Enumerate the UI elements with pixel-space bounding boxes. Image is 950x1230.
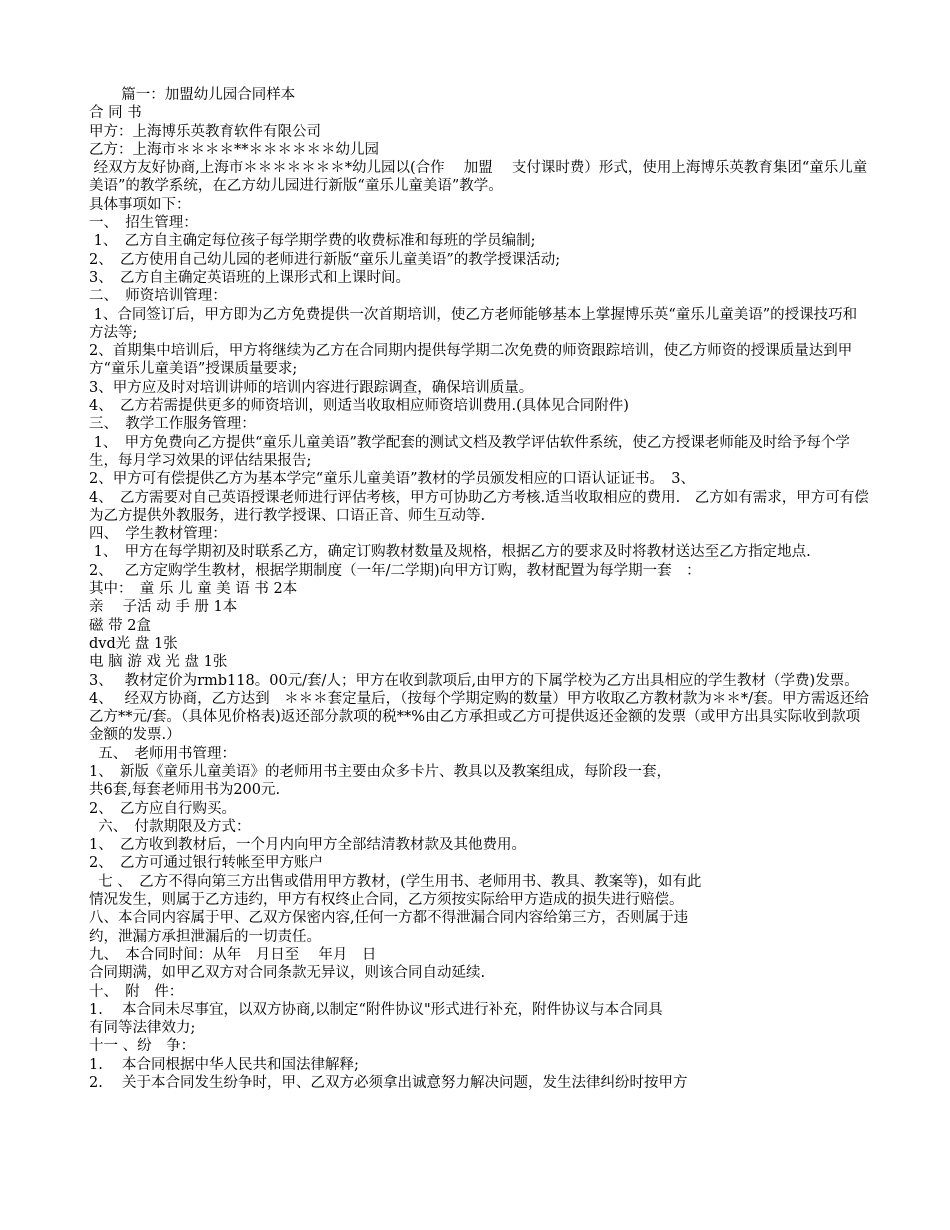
text-line: 其中： 童 乐 儿 童 美 语 书 2本 bbox=[89, 581, 298, 598]
text-line: 九、 本合同时间：从年 月日至 年月 日 bbox=[89, 946, 377, 963]
text-line: 合同期满，如甲乙双方对合同条款无异议，则该合同自动延续. bbox=[89, 965, 486, 982]
text-line: 2、 乙方可通过银行转帐至甲方账户 bbox=[89, 855, 323, 872]
text-line: 2、 乙方定购学生教材，根据学期制度（一年/二学期)向甲方订购，教材配置为每学期一套 ： bbox=[89, 562, 701, 579]
text-line: 三、 教学工作服务管理： bbox=[89, 416, 256, 433]
text-line: 磁 带 2盒 bbox=[89, 617, 151, 634]
text-line: 一、 招生管理： bbox=[89, 215, 198, 232]
text-line: 二、 师资培训管理： bbox=[89, 288, 227, 305]
text-line: 2、 乙方应自行购买。 bbox=[89, 800, 236, 817]
text-line: 2、首期集中培训后，甲方将继续为乙方在合同期内提供每学期二次免费的师资跟踪培训，使乙方师资的授课质量达到甲方“童乐儿童美语”授课质量要求; bbox=[89, 343, 853, 378]
text-line: 电 脑 游 戏 光 盘 1张 bbox=[89, 654, 228, 671]
text-line: 1、 甲方在每学期初及时联系乙方，确定订购教材数量及规格，根据乙方的要求及时将教材送达至乙方指定地点. bbox=[89, 544, 811, 561]
text-line: 约，泄漏方承担泄漏后的一切责任。 bbox=[89, 928, 321, 945]
text-line: 十、 附 件： bbox=[89, 983, 184, 1000]
text-line: 1、 新版《童乐儿童美语》的老师用书主要由众多卡片、教具以及教案组成，每阶段一套， bbox=[89, 763, 671, 780]
text-line: 1. 本合同根据中华人民共和国法律解释; bbox=[89, 1056, 359, 1073]
text-line: 4、 经双方协商，乙方达到 ＊＊＊套定量后，（按每个学期定购的数量）甲方收取乙方教材款为＊＊*/套。甲方需返还给乙方**元/套。（具体见价格表)返还部分款项的税**%由乙方承担或乙方可提供返还金额的发票（或甲方出具实际收到款项金额的发票.） bbox=[89, 690, 869, 744]
text-line: 亲 子活 动 手 册 1本 bbox=[89, 599, 238, 616]
text-line: 2、 乙方使用自己幼儿园的老师进行新版“童乐儿童美语”的教学授课活动; bbox=[89, 251, 561, 268]
text-line: 2、甲方可有偿提供乙方为基本学完“童乐儿童美语”教材的学员颁发相应的口语认证证书。 3、 bbox=[89, 471, 696, 488]
text-line: 七 、 乙方不得向第三方出售或借用甲方教材，(学生用书、老师用书、教具、教案等)，如有此 bbox=[89, 873, 702, 890]
text-line: 4、 乙方需要对自己英语授课老师进行评估考核，甲方可协助乙方考核.适当收取相应的费用. 乙方如有需求，甲方可有偿为乙方提供外教服务，进行教学授课、口语正音、师生互动等. bbox=[89, 489, 869, 524]
text-line: 十一 、纷 争： bbox=[89, 1038, 196, 1055]
text-line: 具体事项如下： bbox=[89, 196, 191, 213]
text-line: 4、 乙方若需提供更多的师资培训，则适当收取相应师资培训费用.(具体见合同附件) bbox=[89, 398, 629, 415]
text-line: 共6套,每套老师用书为200元. bbox=[89, 782, 281, 799]
text-line: 情况发生，则属于乙方违约，甲方有权终止合同，乙方须按实际给甲方造成的损失进行赔偿。 bbox=[89, 892, 684, 909]
text-line: 1、 甲方免费向乙方提供“童乐儿童美语”教学配套的测试文档及教学评估软件系统，使乙方授课老师能及时给予每个学生，每月学习效果的评估结果报告; bbox=[89, 434, 850, 469]
contract-text bbox=[89, 86, 869, 1092]
text-line: 3、 教材定价为rmb118。00元/套/人；甲方在收到款项后,由甲方的下属学校为乙方出具相应的学生教材（学费)发票。 bbox=[89, 672, 859, 689]
text-line: 3、 乙方自主确定英语班的上课形式和上课时间。 bbox=[89, 269, 410, 286]
text-line: 合 同 书 bbox=[89, 105, 142, 122]
text-line: 篇一：加盟幼儿园合同样本 bbox=[89, 87, 296, 103]
text-line: 1、 乙方收到教材后，一个月内向甲方全部结清教材款及其他费用。 bbox=[89, 837, 526, 854]
text-line: 有同等法律效力; bbox=[89, 1020, 196, 1037]
text-line: 2. 关于本合同发生纷争时，甲、乙双方必须拿出诚意努力解决问题，发生法律纠纷时按甲方 bbox=[89, 1075, 688, 1092]
text-line: 1. 本合同未尽事宜，以双方协商,以制定“附件协议"形式进行补充，附件协议与本合同具 bbox=[89, 1001, 663, 1018]
text-line: 3、甲方应及时对培训讲师的培训内容进行跟踪调查，确保培训质量。 bbox=[89, 379, 534, 396]
text-line: 1、 乙方自主确定每位孩子每学期学费的收费标准和每班的学员编制; bbox=[89, 233, 536, 250]
text-line: 乙方：上海市＊＊＊＊**＊＊＊＊＊＊幼儿园 bbox=[89, 141, 379, 158]
text-line: 1、合同签订后，甲方即为乙方免费提供一次首期培训，使乙方老师能够基本上掌握博乐英“童乐儿童美语”的授课技巧和方法等; bbox=[89, 306, 858, 341]
text-line: dvd光 盘 1张 bbox=[89, 635, 178, 652]
text-line: 四、 学生教材管理： bbox=[89, 526, 227, 543]
text-line: 经双方友好协商,上海市＊＊＊＊＊＊＊*幼儿园以(合作 加盟 支付课时费）形式，使用上海博乐英教育集团“童乐儿童美语”的教学系统，在乙方幼儿园进行新版“童乐儿童美语”教学。 bbox=[89, 160, 868, 195]
text-line: 五、 老师用书管理： bbox=[89, 745, 236, 762]
text-line: 六、 付款期限及方式： bbox=[89, 818, 251, 835]
text-line: 八、本合同内容属于甲、乙双方保密内容,任何一方都不得泄漏合同内容给第三方，否则属于违 bbox=[89, 910, 689, 927]
text-line: 甲方：上海博乐英教育软件有限公司 bbox=[89, 123, 321, 140]
